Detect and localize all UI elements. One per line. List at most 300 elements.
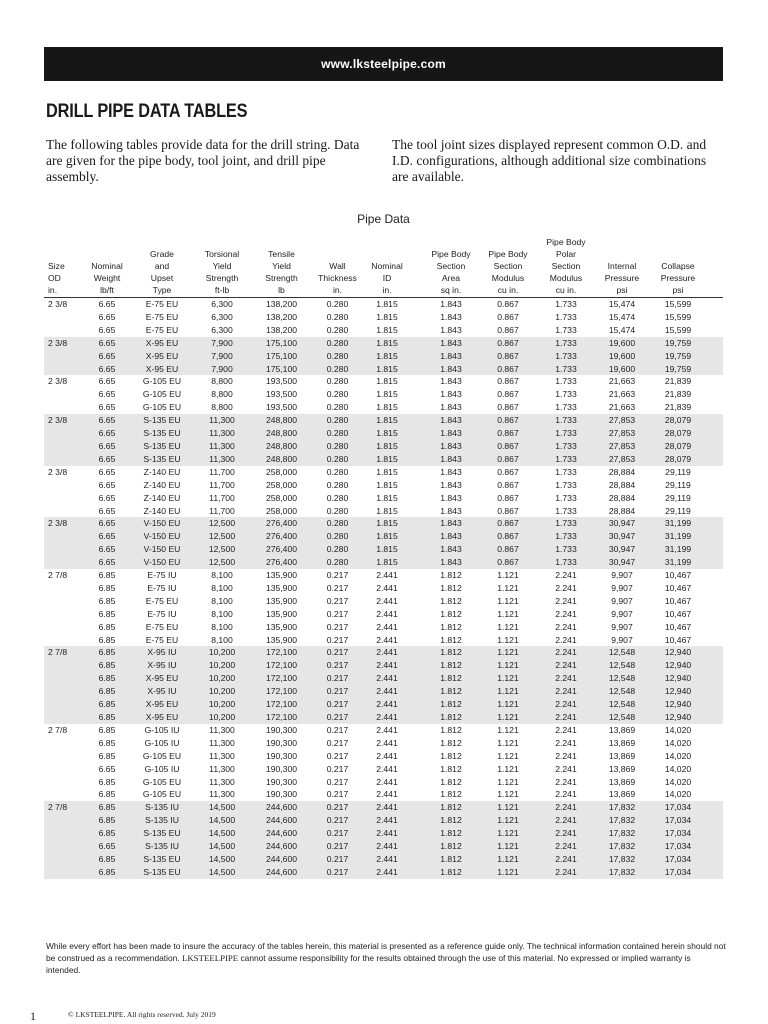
table-cell: 19,759 bbox=[664, 363, 692, 374]
table-row-group bbox=[44, 298, 723, 337]
table-cell: 29,119 bbox=[665, 466, 691, 477]
table-cell: 175,100 bbox=[265, 350, 298, 361]
table-cell: 0.217 bbox=[326, 712, 349, 722]
table-cell: X-95 EU bbox=[145, 350, 179, 361]
table-cell: 8,100 bbox=[211, 582, 233, 593]
table-cell: 1.843 bbox=[440, 337, 462, 348]
table-row-group bbox=[44, 569, 723, 646]
table-cell: 10,200 bbox=[208, 712, 236, 722]
table-cell: 175,100 bbox=[265, 363, 298, 374]
table-cell: 2.241 bbox=[555, 570, 577, 581]
column-header: Pipe Body Section Modulus cu in. bbox=[488, 249, 528, 295]
table-cell: 2.441 bbox=[376, 737, 398, 748]
table-row bbox=[44, 543, 723, 556]
table-cell: 2.441 bbox=[376, 815, 398, 826]
table-cell: 0.217 bbox=[326, 841, 349, 852]
table-cell: 2.241 bbox=[555, 789, 577, 800]
table-cell: 12,940 bbox=[664, 686, 692, 697]
table-cell: 31,199 bbox=[664, 557, 692, 568]
table-cell: 1.812 bbox=[440, 673, 462, 684]
table-cell: 12,548 bbox=[608, 660, 636, 671]
table-row bbox=[44, 866, 723, 879]
table-cell: 1.815 bbox=[376, 531, 398, 542]
table-cell: X-95 EU bbox=[145, 337, 179, 348]
table-cell: X-95 EU bbox=[145, 699, 179, 710]
table-cell: 190,300 bbox=[265, 737, 298, 748]
table-cell: 1.812 bbox=[440, 724, 462, 735]
table-cell: 19,600 bbox=[608, 363, 636, 374]
table-cell: 6.85 bbox=[98, 634, 116, 645]
table-row bbox=[44, 853, 723, 866]
table-row-group bbox=[44, 724, 723, 801]
table-cell: 1.815 bbox=[376, 376, 398, 387]
table-cell: S-135 IU bbox=[145, 841, 179, 852]
table-cell: 1.733 bbox=[555, 415, 577, 426]
table-cell: 2.241 bbox=[555, 699, 577, 710]
table-cell: 0.867 bbox=[497, 299, 519, 309]
table-cell: 6.85 bbox=[98, 724, 116, 735]
table-cell: 13,869 bbox=[608, 724, 636, 735]
table-cell: 1.733 bbox=[555, 311, 577, 322]
table-cell: 6.65 bbox=[98, 402, 116, 413]
table-cell: 2.241 bbox=[555, 866, 577, 877]
table-cell: 1.812 bbox=[440, 660, 462, 671]
table-row bbox=[44, 685, 723, 698]
table-cell: 1.121 bbox=[497, 763, 519, 774]
table-cell: 9,907 bbox=[611, 595, 633, 606]
table-row bbox=[44, 827, 723, 840]
table-cell: 28,884 bbox=[608, 505, 636, 516]
table-cell: 6.65 bbox=[98, 311, 116, 322]
table-row bbox=[44, 388, 723, 401]
table-cell: E-75 IU bbox=[147, 608, 177, 619]
table-row bbox=[44, 750, 723, 763]
table-cell: 1.815 bbox=[376, 363, 398, 374]
table-cell: 172,100 bbox=[265, 712, 298, 722]
table-cell: 11,300 bbox=[209, 428, 235, 439]
table-cell: 0.217 bbox=[326, 634, 349, 645]
table-cell: 17,034 bbox=[664, 828, 692, 839]
table-cell: S-135 EU bbox=[143, 453, 181, 464]
table-cell: 13,869 bbox=[608, 737, 636, 748]
table-cell: 276,400 bbox=[265, 518, 298, 529]
table-cell: 258,000 bbox=[265, 492, 298, 503]
table-row bbox=[44, 724, 723, 737]
size-cell: 2 7/8 bbox=[48, 724, 68, 735]
table-cell: 15,599 bbox=[664, 324, 692, 335]
column-header: Tensile Yield Strength lb bbox=[265, 249, 298, 295]
table-cell: 21,663 bbox=[608, 402, 636, 413]
table-cell: 29,119 bbox=[665, 492, 691, 503]
table-cell: 1.843 bbox=[440, 311, 462, 322]
table-cell: 0.867 bbox=[497, 389, 519, 400]
table-cell: 1.812 bbox=[440, 621, 462, 632]
table-row-group bbox=[44, 466, 723, 518]
table-row bbox=[44, 466, 723, 479]
table-cell: 0.217 bbox=[326, 686, 349, 697]
table-cell: 6.65 bbox=[98, 544, 116, 555]
table-cell: 6.65 bbox=[98, 350, 116, 361]
table-cell: 6.85 bbox=[98, 853, 116, 864]
table-cell: 1.843 bbox=[440, 557, 462, 568]
table-cell: E-75 EU bbox=[145, 634, 179, 645]
table-cell: 0.280 bbox=[326, 311, 349, 322]
table-cell: 21,839 bbox=[664, 376, 692, 387]
table-cell: 0.280 bbox=[326, 531, 349, 542]
table-cell: V-150 EU bbox=[143, 544, 181, 555]
size-cell: 2 7/8 bbox=[48, 647, 68, 658]
table-cell: 1.843 bbox=[440, 505, 462, 516]
table-cell: 9,907 bbox=[611, 608, 633, 619]
table-cell: 10,467 bbox=[664, 570, 692, 581]
table-cell: 6.65 bbox=[98, 557, 116, 568]
table-cell: 1.812 bbox=[440, 750, 462, 761]
table-header bbox=[44, 232, 723, 296]
table-cell: 2.441 bbox=[376, 763, 398, 774]
table-cell: 0.217 bbox=[326, 866, 349, 877]
table-cell: 14,500 bbox=[208, 853, 236, 864]
table-cell: 2.441 bbox=[376, 841, 398, 852]
table-cell: 6.85 bbox=[98, 866, 116, 877]
table-cell: 276,400 bbox=[265, 531, 298, 542]
table-cell: 1.733 bbox=[555, 518, 577, 529]
table-cell: 31,199 bbox=[664, 531, 692, 542]
table-cell: 12,548 bbox=[608, 686, 636, 697]
table-cell: 14,020 bbox=[664, 737, 692, 748]
table-cell: 1.121 bbox=[497, 647, 519, 658]
table-cell: 172,100 bbox=[265, 673, 298, 684]
table-cell: X-95 EU bbox=[145, 673, 179, 684]
table-cell: 15,474 bbox=[608, 311, 636, 322]
table-cell: 1.815 bbox=[376, 557, 398, 568]
table-cell: 6,300 bbox=[211, 311, 233, 322]
table-cell: 17,832 bbox=[608, 815, 636, 826]
table-cell: 190,300 bbox=[265, 750, 298, 761]
table-cell: X-95 EU bbox=[145, 363, 179, 374]
table-cell: 14,500 bbox=[208, 866, 236, 877]
table-row bbox=[44, 556, 723, 569]
table-cell: 0.217 bbox=[326, 595, 349, 606]
table-row bbox=[44, 530, 723, 543]
table-cell: G-105 IU bbox=[144, 724, 180, 735]
table-cell: 8,800 bbox=[211, 376, 233, 387]
table-cell: 1.812 bbox=[440, 776, 462, 787]
table-cell: 12,500 bbox=[208, 518, 236, 529]
table-cell: 0.280 bbox=[326, 505, 349, 516]
table-cell: 10,200 bbox=[208, 686, 236, 697]
table-cell: 0.867 bbox=[497, 324, 519, 335]
page-title: DRILL PIPE DATA TABLES bbox=[46, 101, 248, 122]
table-cell: 10,467 bbox=[664, 634, 692, 645]
table-cell: 0.280 bbox=[326, 518, 349, 529]
copyright: © LKSTEELPIPE. All rights reserved. July 2019 bbox=[68, 1010, 216, 1019]
table-cell: 28,079 bbox=[664, 453, 692, 464]
table-cell: 2.241 bbox=[555, 750, 577, 761]
table-cell: G-105 IU bbox=[144, 763, 180, 774]
table-row bbox=[44, 453, 723, 466]
table-cell: X-95 IU bbox=[147, 660, 177, 671]
table-cell: 28,079 bbox=[664, 415, 692, 426]
table-cell: 2.241 bbox=[555, 582, 577, 593]
table-cell: 9,907 bbox=[611, 582, 633, 593]
table-cell: 0.867 bbox=[497, 557, 519, 568]
table-cell: 193,500 bbox=[265, 376, 298, 387]
table-cell: 12,548 bbox=[608, 647, 636, 658]
table-cell: 19,600 bbox=[608, 337, 636, 348]
table-cell: 244,600 bbox=[265, 802, 298, 813]
table-cell: 0.217 bbox=[326, 724, 349, 735]
table-cell: 2.241 bbox=[555, 802, 577, 813]
table-row bbox=[44, 414, 723, 427]
table-cell: 190,300 bbox=[265, 724, 298, 735]
table-cell: 1.812 bbox=[440, 686, 462, 697]
table-cell: 6.65 bbox=[98, 415, 116, 426]
table-cell: E-75 EU bbox=[145, 311, 179, 322]
table-cell: 0.217 bbox=[326, 802, 349, 813]
table-cell: 2.441 bbox=[376, 866, 398, 877]
table-row bbox=[44, 634, 723, 647]
table-cell: 11,300 bbox=[209, 724, 235, 735]
table-cell: 8,100 bbox=[211, 595, 233, 606]
table-cell: 1.121 bbox=[497, 673, 519, 684]
table-cell: 2.241 bbox=[555, 712, 577, 722]
table-cell: G-105 EU bbox=[142, 389, 182, 400]
table-cell: 0.280 bbox=[326, 324, 349, 335]
table-cell: 138,200 bbox=[265, 311, 298, 322]
table-cell: 6.85 bbox=[98, 737, 116, 748]
table-cell: 0.867 bbox=[497, 453, 519, 464]
table-cell: 1.843 bbox=[440, 479, 462, 490]
table-cell: E-75 IU bbox=[147, 570, 177, 581]
table-cell: 19,759 bbox=[664, 337, 692, 348]
table-cell: 6.65 bbox=[98, 479, 116, 490]
column-header: Grade and Upset Type bbox=[150, 249, 174, 295]
table-cell: 2.241 bbox=[555, 776, 577, 787]
table-cell: 28,884 bbox=[608, 492, 636, 503]
table-cell: 11,300 bbox=[209, 789, 235, 800]
table-cell: 1.733 bbox=[555, 440, 577, 451]
table-cell: 172,100 bbox=[265, 699, 298, 710]
table-cell: 15,474 bbox=[608, 324, 636, 335]
table-cell: 0.217 bbox=[326, 853, 349, 864]
table-cell: 10,467 bbox=[664, 595, 692, 606]
table-cell: S-135 EU bbox=[143, 828, 181, 839]
table-row bbox=[44, 788, 723, 801]
table-cell: 2.441 bbox=[376, 802, 398, 813]
table-cell: G-105 IU bbox=[144, 737, 180, 748]
table-cell: 1.812 bbox=[440, 712, 462, 722]
table-cell: 1.815 bbox=[376, 415, 398, 426]
table-cell: 9,907 bbox=[611, 634, 633, 645]
table-cell: 1.121 bbox=[497, 815, 519, 826]
table-cell: 6.65 bbox=[98, 299, 116, 309]
table-cell: S-135 EU bbox=[143, 853, 181, 864]
table-cell: 190,300 bbox=[265, 776, 298, 787]
table-cell: 0.280 bbox=[326, 389, 349, 400]
table-cell: 6.85 bbox=[98, 802, 116, 813]
table-cell: 2.441 bbox=[376, 699, 398, 710]
table-cell: 172,100 bbox=[265, 686, 298, 697]
table-cell: S-135 EU bbox=[143, 415, 181, 426]
table-cell: 11,300 bbox=[209, 440, 235, 451]
table-cell: 11,700 bbox=[209, 479, 235, 490]
table-cell: 244,600 bbox=[265, 853, 298, 864]
table-cell: 2.441 bbox=[376, 789, 398, 800]
table-cell: 0.217 bbox=[326, 789, 349, 800]
table-cell: 10,467 bbox=[664, 608, 692, 619]
table-cell: 2.241 bbox=[555, 595, 577, 606]
column-header: Torsional Yield Strength ft-lb bbox=[204, 249, 240, 295]
table-row bbox=[44, 324, 723, 337]
table-cell: 6.85 bbox=[98, 582, 116, 593]
table-row-group bbox=[44, 337, 723, 376]
table-row bbox=[44, 646, 723, 659]
table-cell: 12,548 bbox=[608, 673, 636, 684]
table-cell: 0.867 bbox=[497, 466, 519, 477]
table-cell: 1.121 bbox=[497, 724, 519, 735]
table-cell: 27,853 bbox=[608, 428, 636, 439]
table-cell: 8,800 bbox=[211, 402, 233, 413]
table-cell: 1.812 bbox=[440, 853, 462, 864]
table-cell: 0.217 bbox=[326, 673, 349, 684]
table-row bbox=[44, 363, 723, 376]
table-cell: 29,119 bbox=[665, 505, 691, 516]
table-cell: 1.733 bbox=[555, 479, 577, 490]
table-row bbox=[44, 479, 723, 492]
table-cell: 2.441 bbox=[376, 776, 398, 787]
table-cell: 8,100 bbox=[211, 608, 233, 619]
table-row bbox=[44, 375, 723, 388]
table-cell: 13,869 bbox=[608, 750, 636, 761]
table-cell: 2.441 bbox=[376, 570, 398, 581]
table-cell: 2.441 bbox=[376, 853, 398, 864]
table-row bbox=[44, 492, 723, 505]
table-cell: 138,200 bbox=[265, 324, 298, 335]
table-cell: 31,199 bbox=[664, 544, 692, 555]
table-cell: 0.867 bbox=[497, 492, 519, 503]
table-cell: 6.65 bbox=[98, 453, 116, 464]
table-cell: 1.733 bbox=[555, 492, 577, 503]
table-cell: 28,884 bbox=[608, 479, 636, 490]
size-cell: 2 7/8 bbox=[48, 570, 68, 581]
table-cell: 0.217 bbox=[326, 608, 349, 619]
table-cell: 2.241 bbox=[555, 841, 577, 852]
table-cell: 12,940 bbox=[664, 673, 692, 684]
table-cell: 0.867 bbox=[497, 402, 519, 413]
table-cell: 28,079 bbox=[664, 428, 692, 439]
table-cell: 2.241 bbox=[555, 828, 577, 839]
table-cell: 19,759 bbox=[664, 350, 692, 361]
disclaimer-brand: LKSTEELPIPE bbox=[181, 953, 239, 963]
table-cell: 10,200 bbox=[208, 673, 236, 684]
table-cell: 8,100 bbox=[211, 634, 233, 645]
table-cell: 2.441 bbox=[376, 828, 398, 839]
table-cell: 1.121 bbox=[497, 750, 519, 761]
table-row bbox=[44, 763, 723, 776]
table-cell: G-105 EU bbox=[142, 789, 182, 800]
table-cell: 1.812 bbox=[440, 828, 462, 839]
size-cell: 2 7/8 bbox=[48, 802, 68, 813]
table-cell: 2.241 bbox=[555, 737, 577, 748]
table-cell: E-75 EU bbox=[145, 621, 179, 632]
table-cell: 17,034 bbox=[664, 866, 692, 877]
table-cell: 11,700 bbox=[209, 466, 235, 477]
table-cell: 1.843 bbox=[440, 518, 462, 529]
table-cell: 6.65 bbox=[98, 324, 116, 335]
table-row bbox=[44, 337, 723, 350]
table-cell: 0.217 bbox=[326, 763, 349, 774]
table-cell: 6.85 bbox=[98, 673, 116, 684]
table-cell: 1.843 bbox=[440, 531, 462, 542]
table-cell: 28,884 bbox=[608, 466, 636, 477]
table-cell: 0.280 bbox=[326, 415, 349, 426]
table-cell: 6.65 bbox=[98, 389, 116, 400]
table-cell: 11,300 bbox=[209, 763, 235, 774]
table-cell: 2.241 bbox=[555, 686, 577, 697]
table-cell: 1.843 bbox=[440, 299, 462, 309]
table-cell: 1.815 bbox=[376, 505, 398, 516]
table-cell: 0.217 bbox=[326, 815, 349, 826]
table-cell: S-135 EU bbox=[143, 428, 181, 439]
table-cell: 1.812 bbox=[440, 737, 462, 748]
table-cell: 0.867 bbox=[497, 376, 519, 387]
table-cell: 1.843 bbox=[440, 389, 462, 400]
table-cell: 0.217 bbox=[326, 828, 349, 839]
table-row bbox=[44, 298, 723, 311]
table-cell: 19,600 bbox=[608, 350, 636, 361]
table-cell: G-105 EU bbox=[142, 376, 182, 387]
table-cell: 1.121 bbox=[497, 789, 519, 800]
table-cell: G-105 EU bbox=[142, 776, 182, 787]
table-cell: 6.85 bbox=[98, 699, 116, 710]
table-row bbox=[44, 711, 723, 724]
table-cell: 175,100 bbox=[265, 337, 298, 348]
table-cell: 2.441 bbox=[376, 724, 398, 735]
table-cell: 17,832 bbox=[608, 828, 636, 839]
table-cell: 6.85 bbox=[98, 686, 116, 697]
table-cell: 1.121 bbox=[497, 828, 519, 839]
table-cell: 12,940 bbox=[664, 660, 692, 671]
table-cell: 1.843 bbox=[440, 492, 462, 503]
table-cell: 193,500 bbox=[265, 389, 298, 400]
table-cell: 0.867 bbox=[497, 428, 519, 439]
table-cell: 1.815 bbox=[376, 453, 398, 464]
table-cell: 0.867 bbox=[497, 505, 519, 516]
table-cell: 1.733 bbox=[555, 337, 577, 348]
website-url[interactable]: www.lksteelpipe.com bbox=[321, 57, 446, 71]
table-row bbox=[44, 659, 723, 672]
table-cell: 12,940 bbox=[664, 699, 692, 710]
table-cell: 248,800 bbox=[265, 440, 298, 451]
size-cell: 2 3/8 bbox=[48, 466, 68, 477]
table-cell: 1.815 bbox=[376, 402, 398, 413]
table-cell: 244,600 bbox=[265, 815, 298, 826]
table-cell: 30,947 bbox=[608, 531, 636, 542]
table-cell: 0.217 bbox=[326, 621, 349, 632]
table-row bbox=[44, 595, 723, 608]
table-cell: 0.280 bbox=[326, 428, 349, 439]
table-row bbox=[44, 621, 723, 634]
table-cell: E-75 EU bbox=[145, 595, 179, 606]
table-cell: 1.121 bbox=[497, 570, 519, 581]
table-cell: 2.441 bbox=[376, 595, 398, 606]
table-cell: 1.843 bbox=[440, 544, 462, 555]
table-cell: X-95 IU bbox=[147, 647, 177, 658]
table-cell: 1.733 bbox=[555, 324, 577, 335]
table-cell: 0.280 bbox=[326, 337, 349, 348]
table-cell: 9,907 bbox=[611, 621, 633, 632]
table-cell: 0.217 bbox=[326, 660, 349, 671]
